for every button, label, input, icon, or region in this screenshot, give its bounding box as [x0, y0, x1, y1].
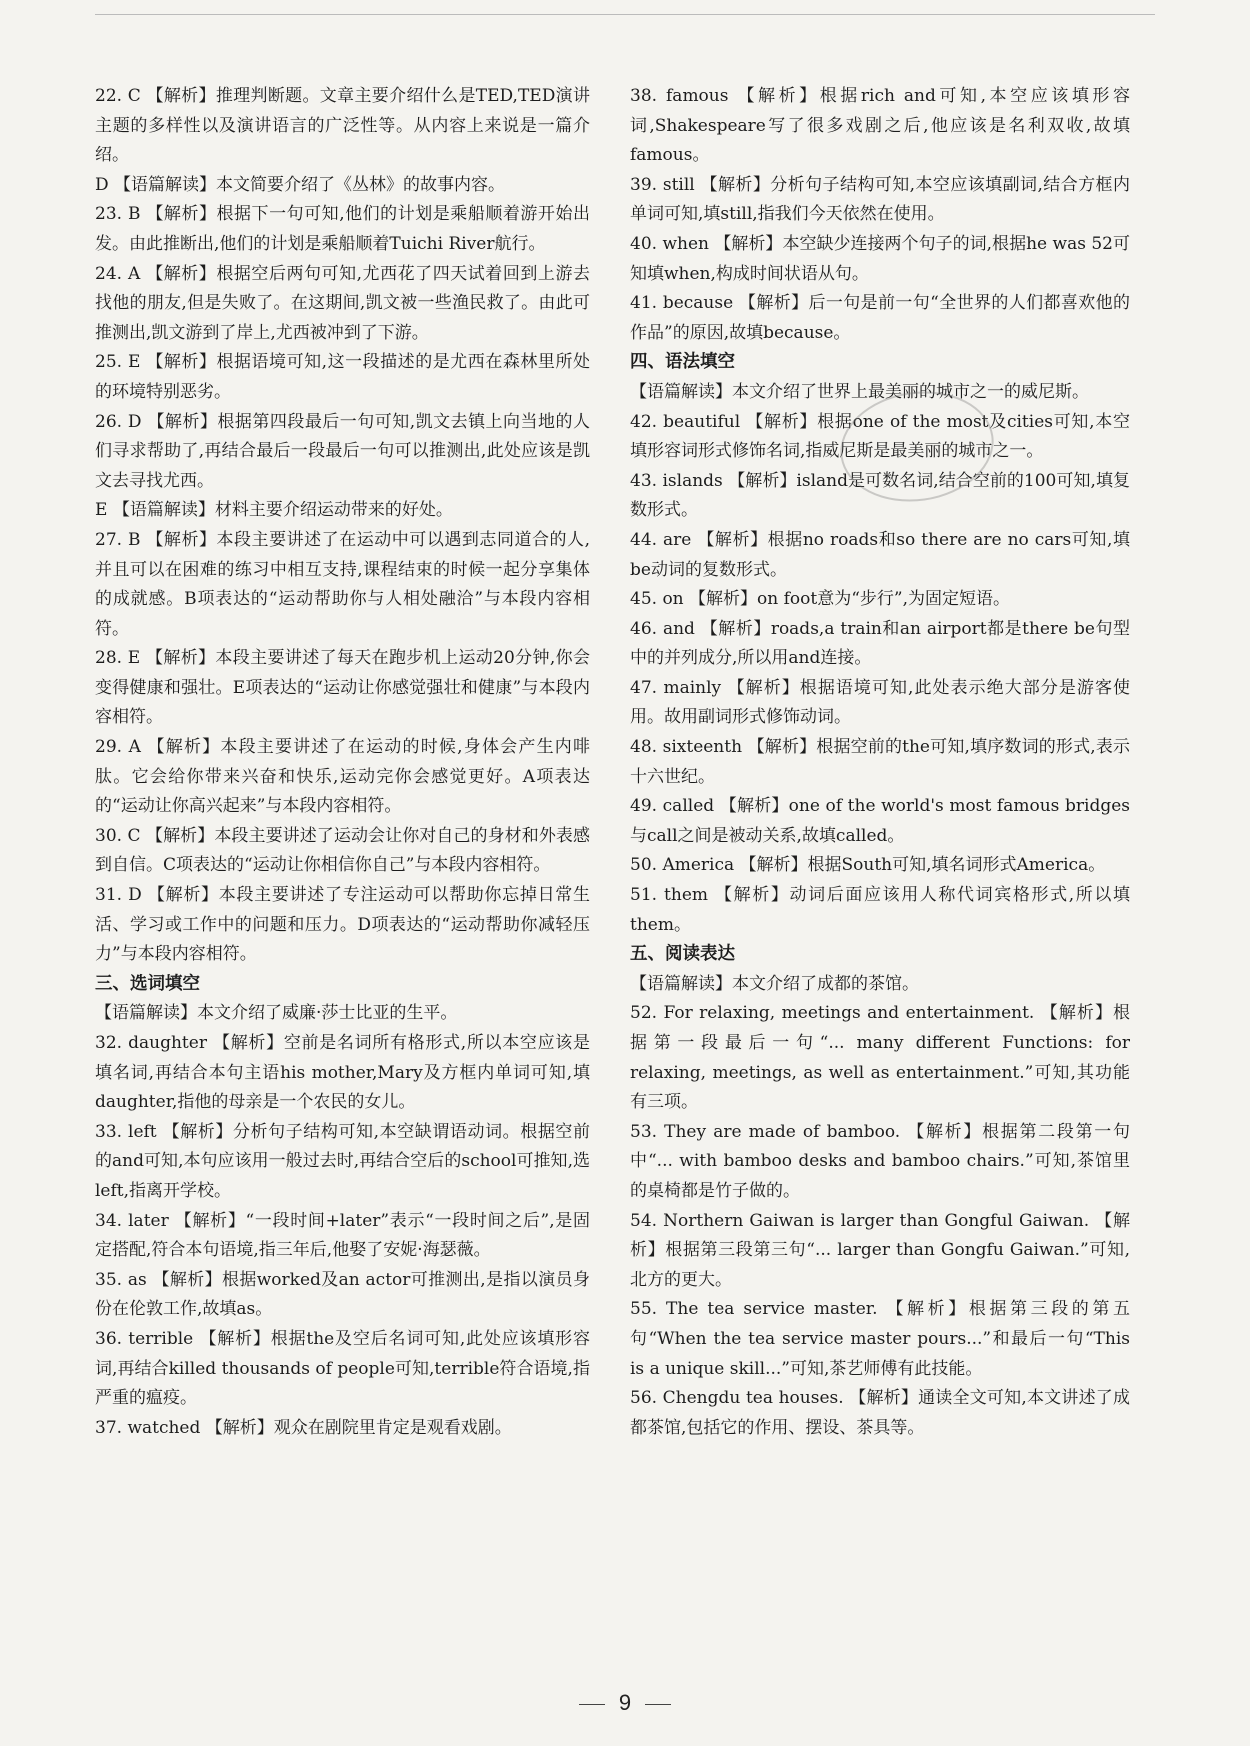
answer-entry: 25. E 【解析】根据语境可知,这一段描述的是尤西在森林里所处的环境特别恶劣。: [95, 352, 590, 402]
answer-entry: 49. called 【解析】one of the world's most famous bridges与call之间是被动关系,故填called。: [630, 796, 1130, 846]
answer-entry: 38. famous 【解析】根据rich and可知,本空应该填形容词,Shakespeare写了很多戏剧之后,他应该是名利双收,故填famous。: [630, 86, 1130, 166]
section-heading: 三、选词填空: [95, 973, 200, 994]
answer-entry: 36. terrible 【解析】根据the及空后名词可知,此处应该填形容词,再结合killed thousands of people可知,terrible符合语境,指严重的瘟疫。: [95, 1328, 590, 1409]
answer-entry: 47. mainly 【解析】根据语境可知,此处表示绝大部分是游客使用。故用副词形式修饰动词。: [630, 677, 1130, 728]
answer-entry: 37. watched 【解析】观众在剧院里肯定是观看戏剧。: [95, 1417, 512, 1438]
answer-entry: 42. beautiful 【解析】根据one of the most及cities可知,本空填形容词形式修饰名词,指威尼斯是最美丽的城市之一。: [630, 411, 1130, 462]
top-rule: [95, 14, 1155, 15]
answer-entry: 48. sixteenth 【解析】根据空前的the可知,填序数词的形式,表示十六世纪。: [630, 737, 1130, 787]
answer-entry: 56. Chengdu tea houses. 【解析】通读全文可知,本文讲述了成都茶馆,包括它的作用、摆设、茶具等。: [630, 1388, 1130, 1438]
answer-entry: 24. A 【解析】根据空后两句可知,尤西花了四天试着回到上游去找他的朋友,但是失败了。在这期间,凯文被一些渔民救了。由此可推测出,凯文游到了岸上,尤西被冲到了下游。: [95, 263, 590, 343]
answer-entry: 43. islands 【解析】island是可数名词,结合空前的100可知,填复数形式。: [630, 470, 1130, 521]
answer-entry: E 【语篇解读】材料主要介绍运动带来的好处。: [95, 500, 453, 521]
answer-entry: 33. left 【解析】分析句子结构可知,本空缺谓语动词。根据空前的and可知,本句应该用一般过去时,再结合空后的school可推知,选left,指离开学校。: [95, 1121, 590, 1201]
right-column: [630, 82, 1130, 1443]
left-column: [95, 82, 590, 1443]
answer-entry: 54. Northern Gaiwan is larger than Gongful Gaiwan. 【解析】根据第三段第三句“... larger than Gongfu Gaiwan.”可知,北方的更大。: [630, 1210, 1130, 1290]
answer-entry: 28. E 【解析】本段主要讲述了每天在跑步机上运动20分钟,你会变得健康和强壮。E项表达的“运动让你感觉强壮和健康”与本段内容相符。: [95, 648, 590, 728]
answer-entry: 31. D 【解析】本段主要讲述了专注运动可以帮助你忘掉日常生活、学习或工作中的问题和压力。D项表达的“运动帮助你减轻压力”与本段内容相符。: [95, 885, 590, 965]
answer-entry: 26. D 【解析】根据第四段最后一句可知,凯文去镇上向当地的人们寻求帮助了,再结合最后一段最后一句可以推测出,此处应该是凯文去寻找尤西。: [95, 411, 590, 491]
answer-entry: 51. them 【解析】动词后面应该用人称代词宾格形式,所以填them。: [630, 885, 1130, 935]
answer-entry: 46. and 【解析】roads,a train和an airport都是there be句型中的并列成分,所以用and连接。: [630, 618, 1130, 669]
answer-entry: 55. The tea service master. 【解析】根据第三段的第五句“When the tea service master pours...”和最后一句“This is a unique skill...”可知,茶艺师傅有此技能。: [630, 1299, 1130, 1379]
answer-entry: 32. daughter 【解析】空前是名词所有格形式,所以本空应该是填名词,再结合本句主语his mother,Mary及方框内单词可知,填daughter,指他的母亲是一个农民的女儿。: [95, 1033, 590, 1113]
answer-entry: 23. B 【解析】根据下一句可知,他们的计划是乘船顺着游开始出发。由此推断出,他们的计划是乘船顺着Tuichi River航行。: [95, 204, 590, 254]
answer-entry: 52. For relaxing, meetings and entertainment. 【解析】根据第一段最后一句“... many different Functions: for relaxing, meetings, as well as entertainment.”可知,其功能有三项。: [630, 1003, 1130, 1113]
section-heading: 四、语法填空: [630, 352, 735, 373]
answer-entry: 44. are 【解析】根据no roads和so there are no cars可知,填be动词的复数形式。: [630, 529, 1130, 580]
answer-entry: 35. as 【解析】根据worked及an actor可推测出,是指以演员身份在伦敦工作,故填as。: [95, 1269, 590, 1320]
answer-entry: 50. America 【解析】根据South可知,填名词形式America。: [630, 855, 1106, 876]
answer-entry: 【语篇解读】本文介绍了威廉·莎士比亚的生平。: [95, 1003, 458, 1024]
answer-entry: 45. on 【解析】on foot意为“步行”,为固定短语。: [630, 589, 1010, 610]
answer-entry: 27. B 【解析】本段主要讲述了在运动中可以遇到志同道合的人,并且可以在困难的练习中相互支持,课程结束的时候一起分享集体的成就感。B项表达的“运动帮助你与人相处融洽”与本段内容相符。: [95, 529, 590, 639]
section-heading: 五、阅读表达: [630, 944, 735, 965]
answer-entry: 30. C 【解析】本段主要讲述了运动会让你对自己的身材和外表感到自信。C项表达的“运动让你相信你自己”与本段内容相符。: [95, 825, 590, 876]
answer-entry: 41. because 【解析】后一句是前一句“全世界的人们都喜欢他的作品”的原因,故填because。: [630, 293, 1130, 343]
answer-entry: 22. C 【解析】推理判断题。文章主要介绍什么是TED,TED演讲主题的多样性以及演讲语言的广泛性等。从内容上来说是一篇介绍。: [95, 86, 590, 166]
answer-entry: 34. later 【解析】“一段时间+later”表示“一段时间之后”,是固定搭配,符合本句语境,指三年后,他娶了安妮·海瑟薇。: [95, 1210, 590, 1261]
answer-entry: 39. still 【解析】分析句子结构可知,本空应该填副词,结合方框内单词可知,填still,指我们今天依然在使用。: [630, 174, 1130, 225]
page-number-text: 9: [618, 1690, 632, 1715]
answer-entry: D 【语篇解读】本文简要介绍了《丛林》的故事内容。: [95, 174, 506, 195]
answer-entry: 29. A 【解析】本段主要讲述了在运动的时候,身体会产生内啡肽。它会给你带来兴奋和快乐,运动完你会感觉更好。A项表达的“运动让你高兴起来”与本段内容相符。: [95, 737, 590, 817]
answer-entry: 40. when 【解析】本空缺少连接两个句子的词,根据he was 52可知填when,构成时间状语从句。: [630, 233, 1130, 284]
answer-entry: 【语篇解读】本文介绍了成都的茶馆。: [630, 973, 919, 994]
answer-entry: 53. They are made of bamboo. 【解析】根据第二段第一句中“... with bamboo desks and bamboo chairs.”可知,茶馆里的桌椅都是竹子做的。: [630, 1121, 1130, 1201]
answer-entry: 【语篇解读】本文介绍了世界上最美丽的城市之一的威尼斯。: [630, 381, 1089, 402]
page-number: [0, 1690, 1250, 1716]
